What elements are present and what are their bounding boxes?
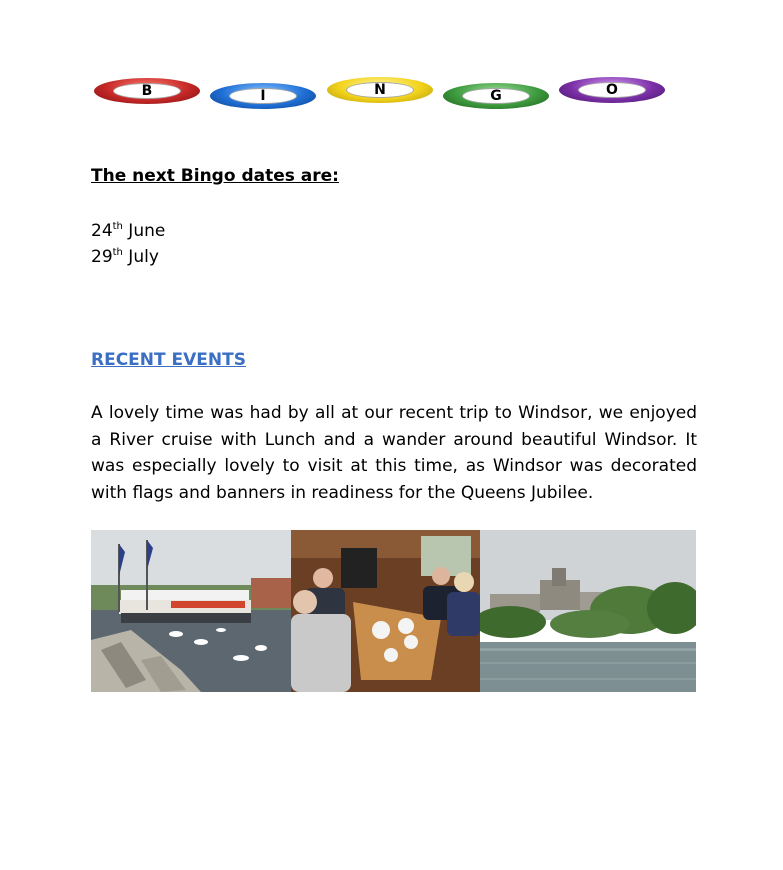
bingo-letter: B [141, 83, 153, 99]
bingo-dates-list [91, 218, 165, 270]
bingo-ball-o [559, 77, 665, 103]
bingo-letter: G [490, 88, 502, 104]
bingo-date: 24th June [91, 221, 166, 241]
bingo-logo [94, 76, 669, 110]
photo-strip [91, 530, 696, 692]
bingo-ball-g [443, 83, 549, 109]
bingo-ball-i [210, 83, 316, 109]
bingo-letter: N [374, 82, 386, 98]
bingo-letter: I [260, 88, 266, 104]
bingo-letter: O [606, 82, 618, 98]
photo-group-lunch [291, 530, 480, 692]
photo-windsor-castle [480, 530, 696, 692]
recent-events-paragraph: A lovely time was had by all at our recent trip to Windsor, we enjoyed a River cruise with Lunch and a wander around beautiful Windsor. It was especially lovely to visit at this time, as Windsor was decorated with flags and banners in readiness for the Queens Jubilee. [91, 403, 697, 503]
bingo-ball-b [94, 78, 200, 104]
bingo-ball-n [327, 77, 433, 103]
recent-events-heading: RECENT EVENTS [91, 350, 246, 370]
bingo-dates-heading: The next Bingo dates are: [91, 166, 339, 186]
bingo-date: 29th July [91, 247, 159, 267]
photo-river-boat [91, 530, 291, 692]
